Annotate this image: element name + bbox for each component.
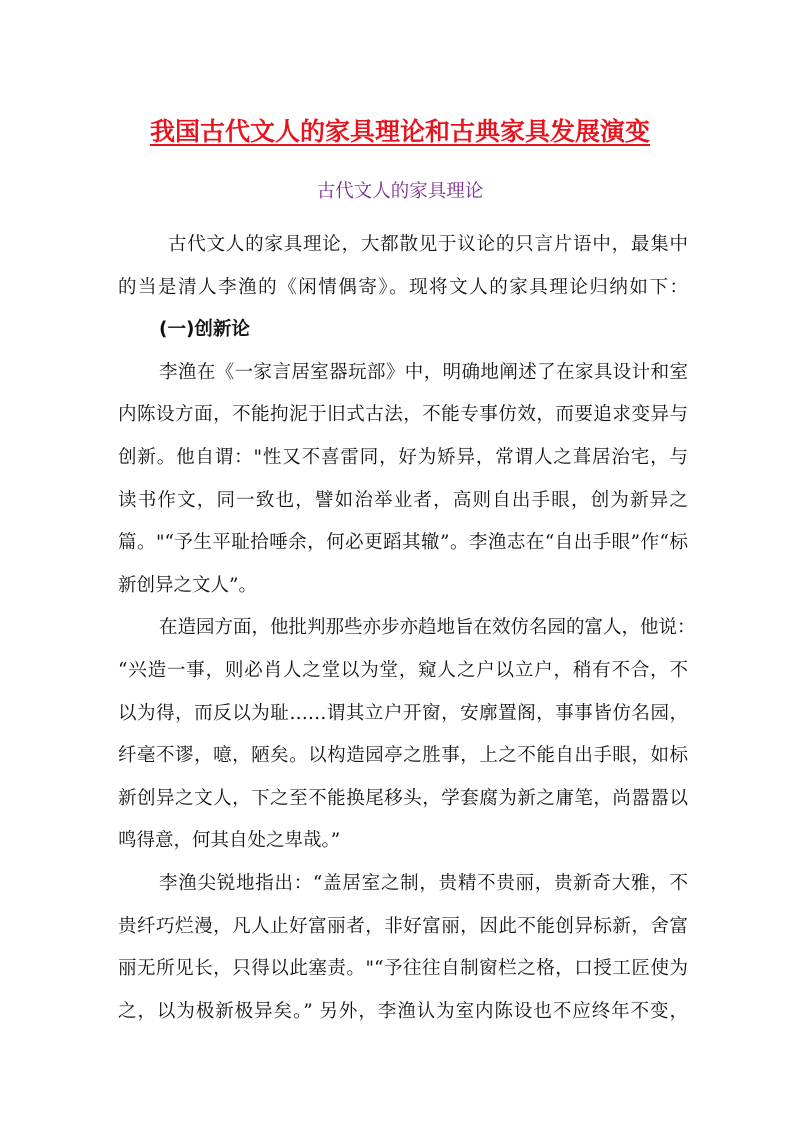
paragraph-line: 古代文人的家具理论，大都散见于议论的只言片语中，最集中 (168, 234, 688, 255)
paragraph-line: 篇。"“予生平耻拾唾余，何必更蹈其辙”。李渔志在“自出手眼”作“标 (118, 532, 688, 554)
paragraph-line: 新创异之文人”。 (118, 574, 257, 596)
paragraph-line: 鸣得意，何其自处之卑哉。” (118, 830, 341, 852)
paragraph-line: 之，以为极新极异矣。” 另外，李渔认为室内陈设也不应终年不变， (118, 1000, 688, 1022)
paragraph-line: 在造园方面，他批判那些亦步亦趋地旨在效仿名园的富人，他说： (159, 617, 696, 639)
paragraph-line: 创新。他自谓："性又不喜雷同，好为矫异，常谓人之葺居治宅，与 (118, 446, 688, 468)
paragraph-line: 李渔在《一家言居室器玩部》中，明确地阐述了在家具设计和室 (159, 361, 688, 383)
paragraph-line: 贵纤巧烂漫，凡人止好富丽者，非好富丽，因此不能创异标新，舍富 (118, 915, 688, 937)
paragraph-line: 读书作文，同一致也，譬如治举业者，高则自出手眼，创为新异之 (118, 489, 688, 511)
paragraph-line: 丽无所见长，只得以此塞责。"“予往往自制窗栏之格，口授工匠使为 (118, 958, 688, 980)
section-subtitle: 古代文人的家具理论 (316, 181, 484, 202)
paragraph-line: 新创异之文人，下之至不能换尾移头，学套腐为新之庸笔，尚嚣嚣以 (118, 787, 688, 809)
document-body (118, 224, 696, 1033)
paragraph-line: 内陈设方面，不能拘泥于旧式古法，不能专事仿效，而要追求变异与 (118, 404, 688, 426)
paragraph-line: 纤毫不谬，噫，陋矣。以构造园亭之胜事，上之不能自出手眼，如标 (118, 745, 688, 767)
paragraph-line: 以为得，而反以为耻……谓其立户开窗，安廓置阁，事事皆仿名园， (118, 702, 688, 724)
paragraph-line: 李渔尖锐地指出：“盖居室之制，贵精不贵丽，贵新奇大雅，不 (159, 872, 688, 894)
document-title: 我国古代文人的家具理论和古典家具发展演变 (149, 117, 650, 146)
paragraph-line: 的当是清人李渔的《闲情偶寄》。现将文人的家具理论归纳如下： (118, 276, 688, 298)
section-heading: (一)创新论 (159, 319, 250, 341)
paragraph-line: “兴造一事，则必肖人之堂以为堂，窥人之户以立户，稍有不合，不 (118, 659, 688, 681)
